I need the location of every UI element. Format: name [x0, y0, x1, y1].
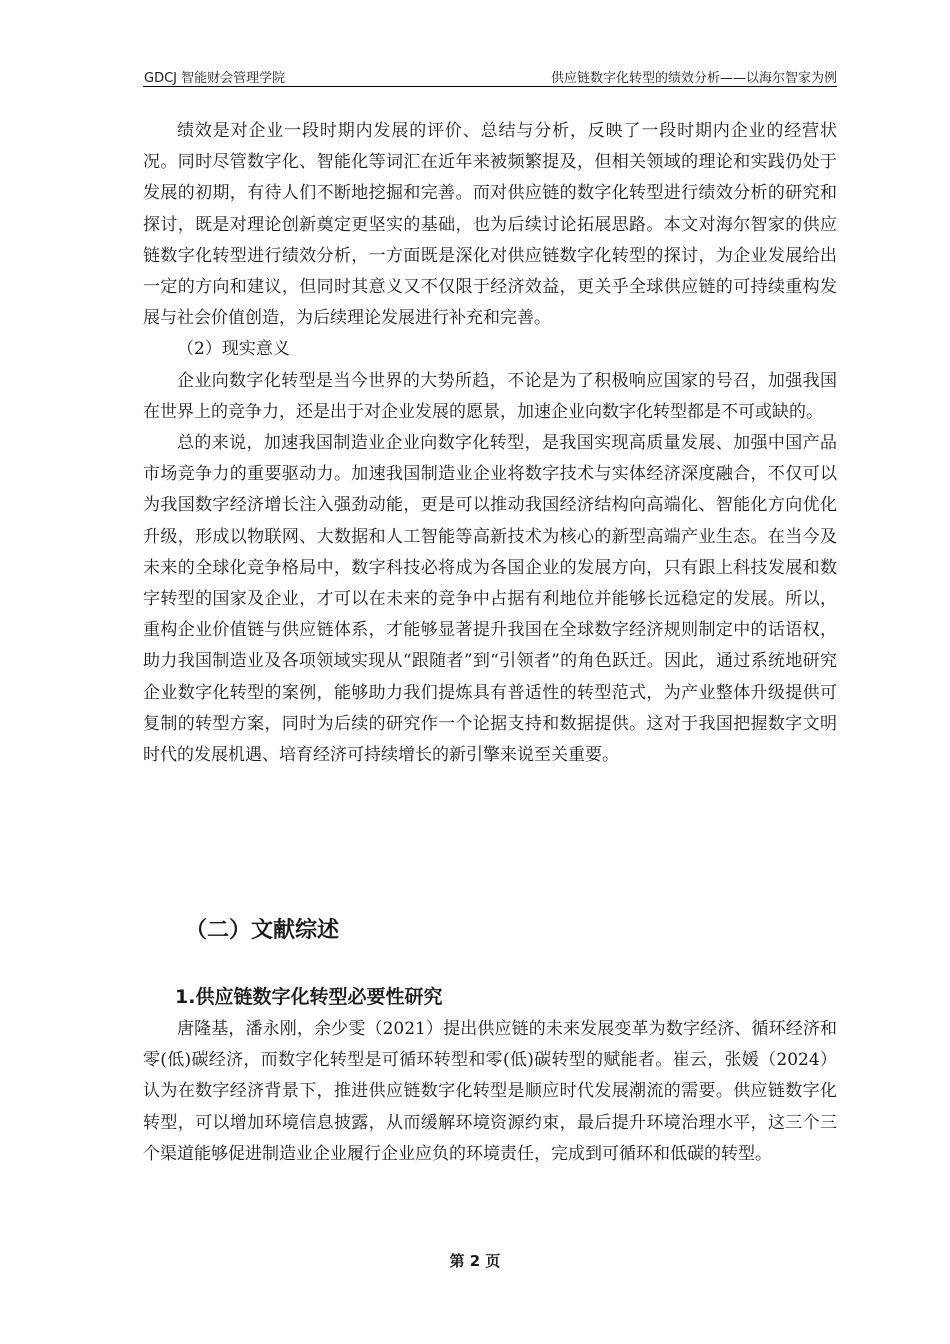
paragraph-digital-trend: 企业向数字化转型是当今世界的大势所趋，不论是为了积极响应国家的号召，加强我国在世界上的竞争力，还是出于对企业发展的愿景，加速企业向数字化转型都是不可或缺的。 — [143, 370, 837, 422]
subsection-heading-necessity: 1.供应链数字化转型必要性研究 — [175, 986, 443, 1008]
paragraph-summary: 总的来说，加速我国制造业企业向数字化转型，是我国实现高质量发展、加强中国产品市场竞争力的重要驱动力。加速我国制造业企业将数字技术与实体经济深度融合，不仅可以为我国数字经济增长注入强劲动能，更是可以推动我国经济结构向高端化、智能化方向优化升级，形成以物联网、大数据和人工智能等高新技术为核心的新型高端产业生态。在当今及未来的全球化竞争格局中，数字科技必将成为各国企业的发展方向，只有跟上科技发展和数字转型的国家及企业，才可以在未来的竞争中占据有利地位并能够长远稳定的发展。所以，重构企业价值链与供应链体系，才能够显著提升我国在全球数字经济规则制定中的话语权，助力我国制造业及各项领域实现从“跟随者”到“引领者”的角色跃迁。因此，通过系统地研究企业数字化转型的案例，能够助力我们提炼具有普适性的转型范式，为产业整体升级提供可复制的转型方案，同时为后续的研究作一个论据支持和数据提供。这对于我国把握数字文明时代的发展机遇、培育经济可持续增长的新引擎来说至关重要。 — [143, 433, 837, 766]
body-text-literature — [143, 1014, 837, 1170]
section-heading-literature-review: （二）文献综述 — [185, 918, 340, 943]
header-thesis-title: 供应链数字化转型的绩效分析——以海尔智家为例 — [550, 71, 837, 86]
paragraph-literature: 唐隆基，潘永刚，余少雯（2021）提出供应链的未来发展变革为数字经济、循环经济和零(低)碳经济，而数字化转型是可循环转型和零(低)碳转型的赋能者。崔云，张媛（2024）认为在数字经济背景下，推进供应链数字化转型是顺应时代发展潮流的需要。供应链数字化转型，可以增加环境信息披露，从而缓解环境资源约束，最后提升环境治理水平，这三个三个渠道能够促进制造业企业履行企业应负的环境责任，完成到可循环和低碳的转型。 — [143, 1019, 837, 1164]
header-institution: GDCJ 智能财会管理学院 — [144, 71, 286, 86]
subheading-practical-significance: （2）现实意义 — [177, 339, 290, 360]
paragraph-theoretical-significance: 绩效是对企业一段时期内发展的评价、总结与分析，反映了一段时期内企业的经营状况。同时尽管数字化、智能化等词汇在近年来被频繁提及，但相关领域的理论和实践仍处于发展的初期，有待人们不断地挖掘和完善。而对供应链的数字化转型进行绩效分析的研究和探讨，既是对理论创新奠定更坚实的基础，也为后续讨论拓展思路。本文对海尔智家的供应链数字化转型进行绩效分析，一方面既是深化对供应链数字化转型的探讨，为企业发展给出一定的方向和建议，但同时其意义又不仅限于经济效益，更关乎全球供应链的可持续重构发展与社会价值创造，为后续理论发展进行补充和完善。 — [143, 121, 837, 329]
page-header — [143, 66, 837, 87]
page-number: 第 2 页 — [449, 1252, 501, 1270]
body-text — [143, 116, 837, 771]
